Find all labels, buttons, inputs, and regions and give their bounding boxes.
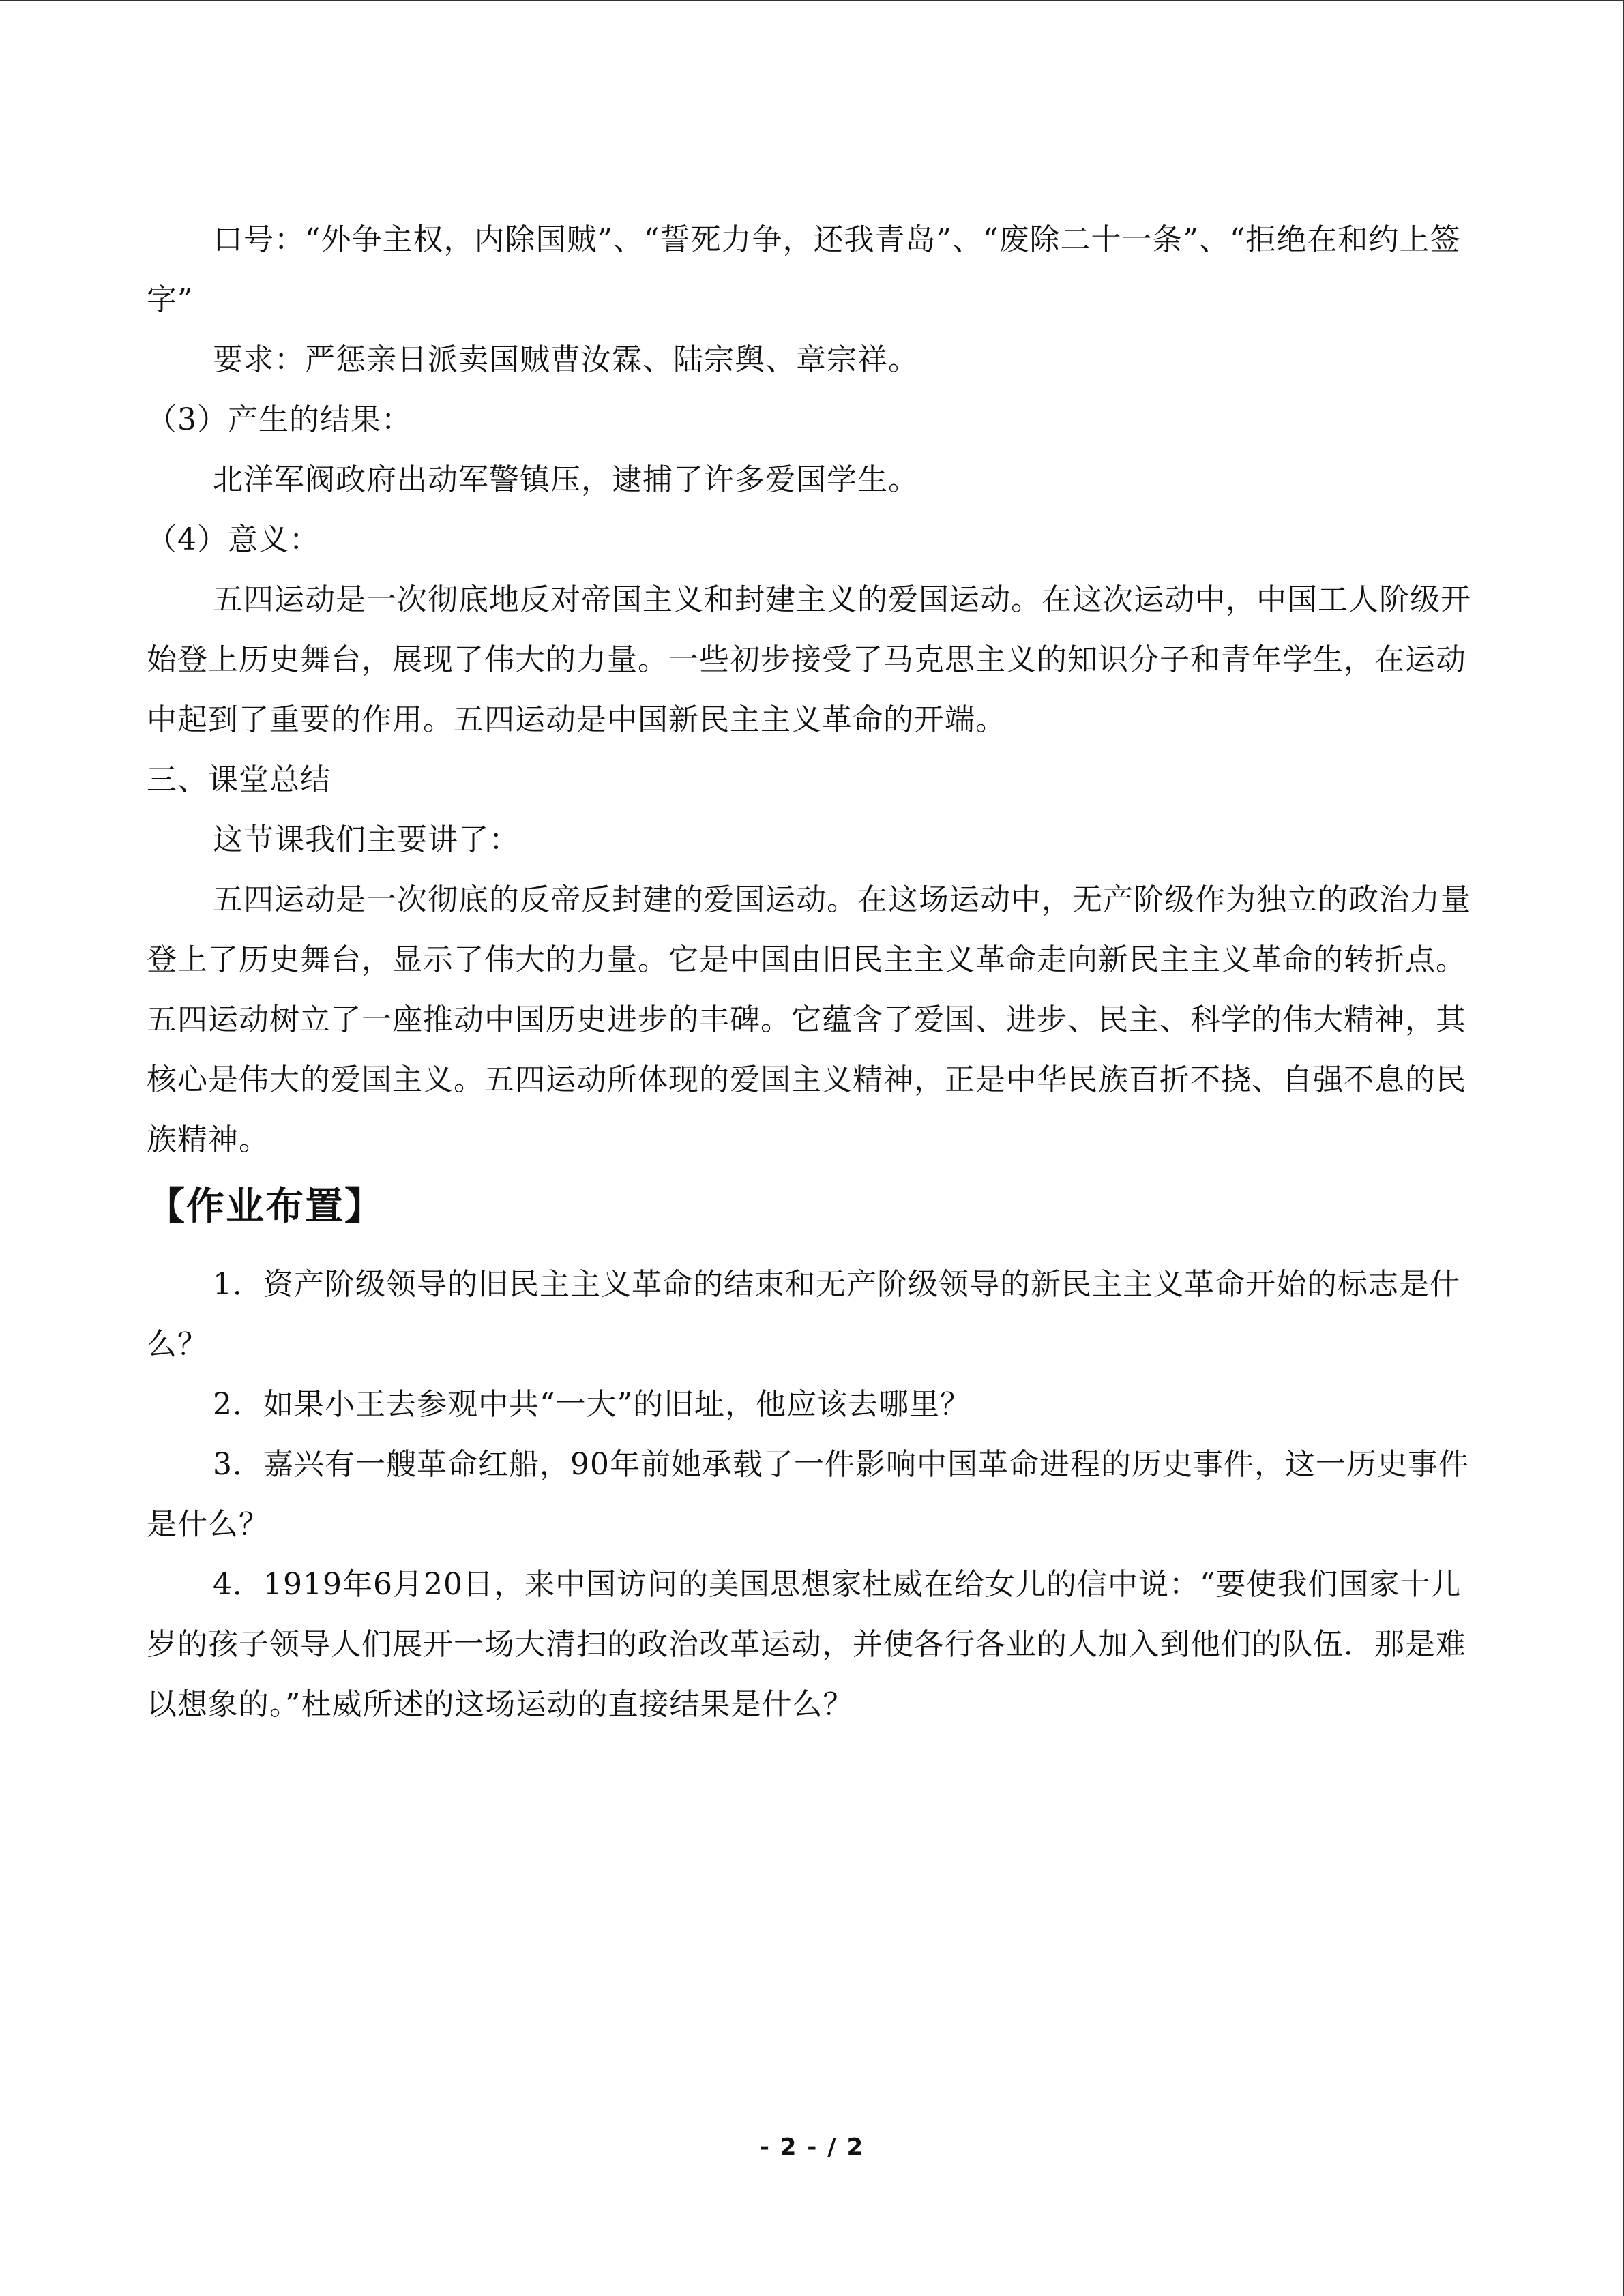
homework-item: 4．1919年6月20日，来中国访问的美国思想家杜威在给女儿的信中说：“要使我们国家十儿岁的孩子领导人们展开一场大清扫的政治改革运动，并使各行各业的人加入到他们的队伍．那是难以想象的。”杜威所述的这场运动的直接结果是什么？ [147, 1567, 1466, 1722]
slogans-paragraph: 口号：“外争主权，内除国贼”、“誓死力争，还我青岛”、“废除二十一条”、“拒绝在和约上签字” [147, 222, 1461, 317]
result-paragraph: 北洋军阀政府出动军警镇压，逮捕了许多爱国学生。 [213, 462, 919, 497]
significance-paragraph: 五四运动是一次彻底地反对帝国主义和封建主义的爱国运动。在这次运动中，中国工人阶级开始登上历史舞台，展现了伟大的力量。一些初步接受了马克思主义的知识分子和青年学生，在运动中起到了重要的作用。五四运动是中国新民主主义革命的开端。 [147, 582, 1471, 737]
homework-item: 1．资产阶级领导的旧民主主义革命的结束和无产阶级领导的新民主主义革命开始的标志是什么？ [147, 1267, 1460, 1362]
document-body [147, 210, 1478, 1735]
homework-item: 2．如果小王去参观中共“一大”的旧址，他应该去哪里？ [213, 1387, 971, 1422]
page-number: - 2 - / 2 [759, 2134, 865, 2161]
summary-paragraph: 五四运动是一次彻底的反帝反封建的爱国运动。在这场运动中，无产阶级作为独立的政治力量登上了历史舞台，显示了伟大的力量。它是中国由旧民主主义革命走向新民主主义革命的转折点。五四运动树立了一座推动中国历史进步的丰碑。它蕴含了爱国、进步、民主、科学的伟大精神，其核心是伟大的爱国主义。五四运动所体现的爱国主义精神，正是中华民族百折不挠、自强不息的民族精神。 [147, 882, 1471, 1157]
summary-intro: 这节课我们主要讲了： [213, 822, 520, 857]
homework-item: 3．嘉兴有一艘革命红船，90年前她承载了一件影响中国革命进程的历史事件，这一历史事件是什么？ [147, 1447, 1469, 1542]
result-subheading: （3）产生的结果： [147, 402, 412, 437]
homework-heading: 【作业布置】 [147, 1184, 384, 1229]
demands-paragraph: 要求：严惩亲日派卖国贼曹汝霖、陆宗舆、章宗祥。 [213, 342, 919, 377]
section-heading-summary: 三、课堂总结 [147, 762, 331, 797]
significance-subheading: （4）意义： [147, 522, 320, 557]
